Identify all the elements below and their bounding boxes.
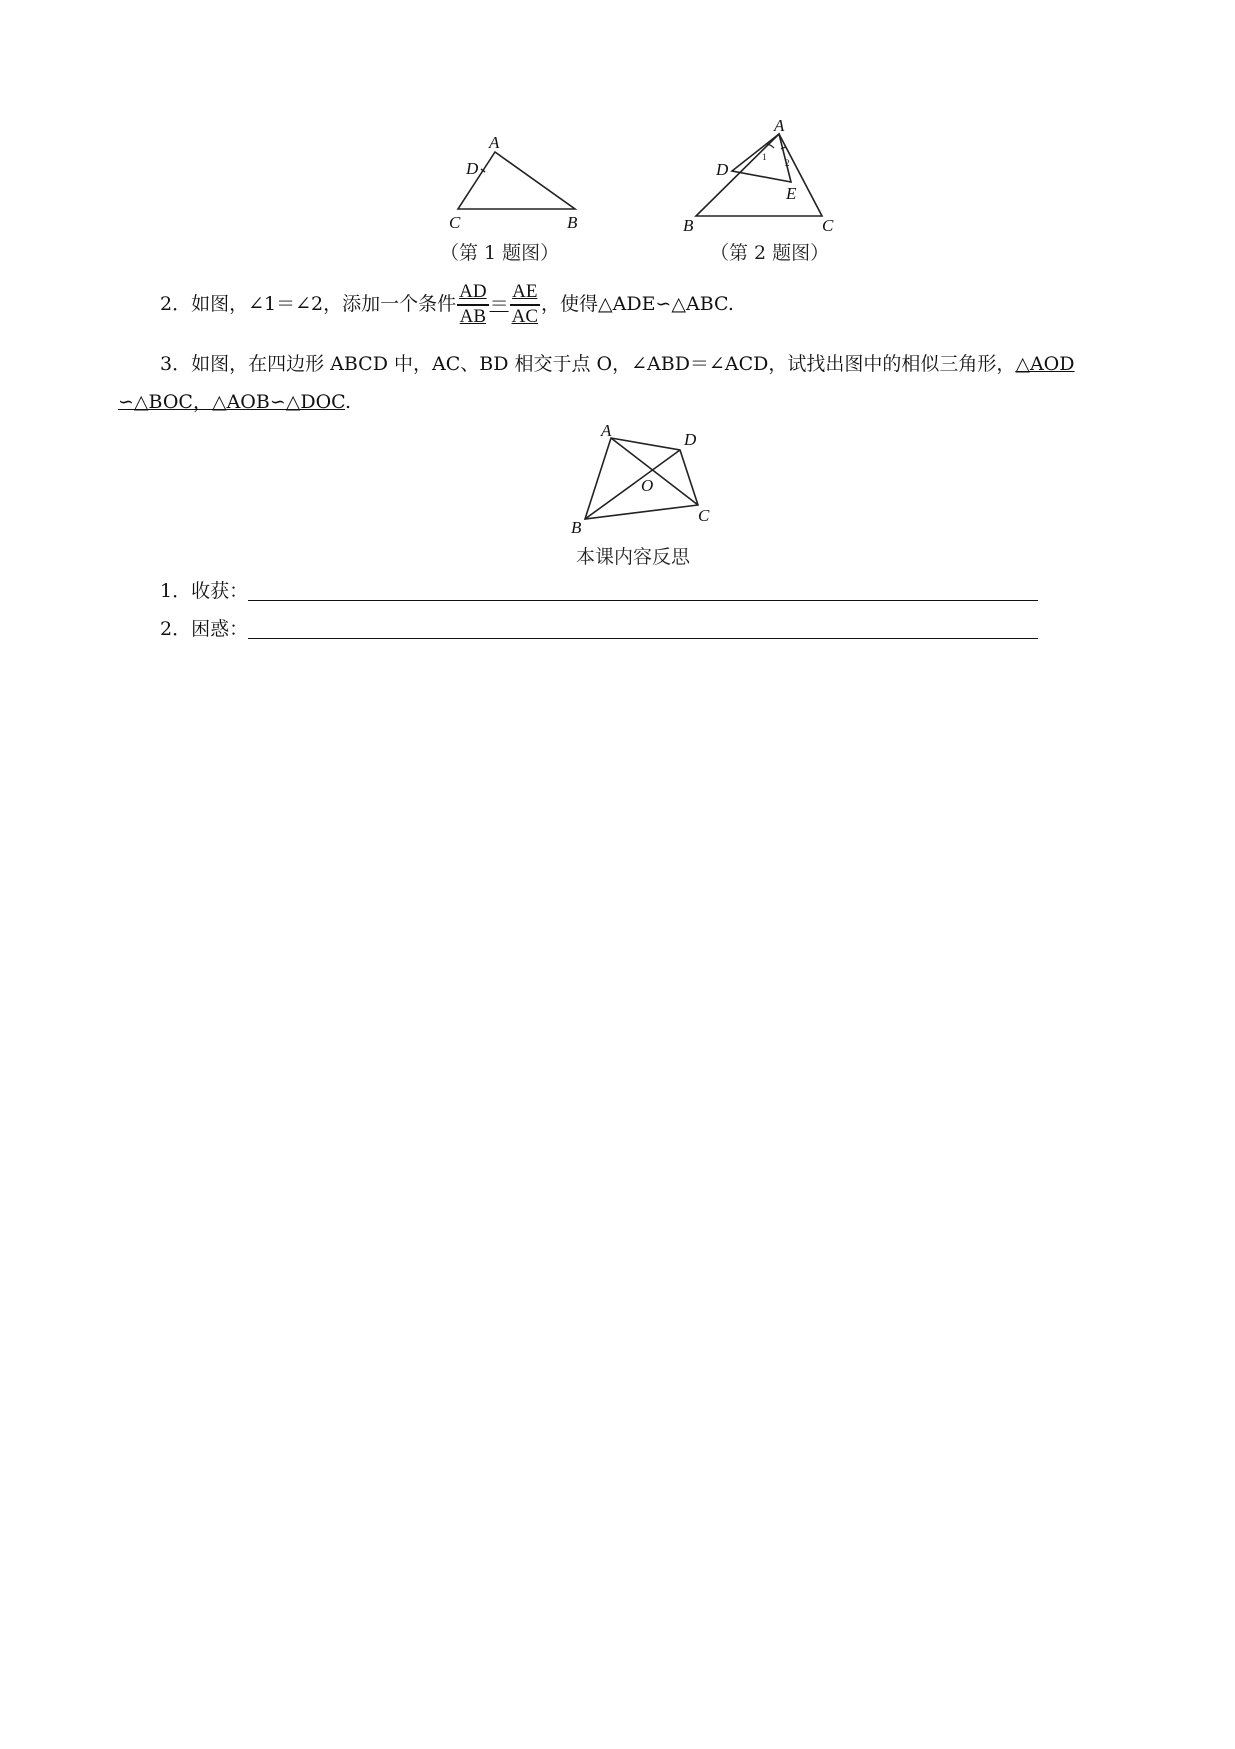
reflection-item-confusion-label: 困惑： — [191, 618, 249, 640]
question-2-number: 2． — [160, 292, 192, 315]
label-b: B — [571, 518, 582, 535]
question-2-text-end: ，使得△ADE∽△ABC. — [541, 292, 734, 315]
question-3-number: 3． — [160, 353, 192, 375]
angle-2-label: 2 — [785, 158, 790, 168]
fraction-ad-ab-numerator: AD — [457, 282, 488, 306]
fraction-ae-ac-denominator: AC — [511, 305, 538, 327]
question-3-end: . — [345, 391, 352, 413]
reflection-item-confusion — [160, 618, 1038, 639]
label-c: C — [449, 213, 461, 232]
label-d: D — [684, 430, 697, 449]
label-a: A — [489, 133, 500, 152]
question-3-text: 如图，在四边形 ABCD 中，AC、BD 相交于点 O，∠ABD＝∠ACD，试找出图中的相似三角形， — [191, 353, 1016, 375]
question-3 — [160, 355, 1075, 374]
figure-3-diagram — [568, 423, 718, 535]
label-e: E — [786, 184, 797, 203]
triangle-abc — [696, 134, 822, 216]
reflection-title: 本课内容反思 — [576, 546, 691, 568]
equals-sign: ＝ — [489, 292, 509, 315]
figure-2-caption: （第 2 题图） — [710, 242, 830, 264]
label-c: C — [822, 216, 834, 233]
gains-answer-blank[interactable] — [248, 580, 1038, 601]
figure-2 — [682, 118, 857, 233]
label-c: C — [698, 506, 710, 525]
angle-1-arc — [767, 144, 774, 148]
reflection-item-gains-number: 1． — [160, 580, 192, 602]
reflection-item-confusion-number: 2． — [160, 618, 192, 640]
angle-1-label: 1 — [762, 152, 767, 162]
label-o: O — [641, 476, 654, 495]
confusion-answer-blank[interactable] — [248, 618, 1038, 639]
fraction-ae-ac-numerator: AE — [510, 282, 540, 306]
label-a: A — [774, 118, 785, 135]
fraction-ad-ab-denominator: AB — [459, 305, 487, 327]
question-3-continued — [118, 393, 351, 412]
label-b: B — [567, 213, 578, 232]
reflection-item-gains — [160, 580, 1038, 601]
label-d: D — [716, 160, 729, 179]
label-b: B — [683, 216, 694, 233]
question-3-answer-part2: ∽△BOC，△AOB∽△DOC — [118, 391, 346, 413]
figure-1 — [440, 128, 590, 233]
figure-1-caption: （第 1 题图） — [440, 242, 560, 264]
label-a: A — [601, 423, 612, 440]
figure-2-diagram — [682, 118, 857, 233]
fraction-ad-ab — [457, 282, 488, 328]
label-d: D — [466, 159, 479, 178]
question-2 — [160, 282, 734, 328]
figure-1-diagram — [440, 128, 590, 233]
figure-3 — [568, 423, 718, 535]
question-3-answer-part1: △AOD — [1015, 353, 1075, 375]
reflection-item-gains-label: 收获： — [191, 580, 249, 602]
question-2-text: 如图，∠1＝∠2，添加一个条件 — [191, 292, 457, 315]
fraction-ae-ac — [510, 282, 540, 328]
